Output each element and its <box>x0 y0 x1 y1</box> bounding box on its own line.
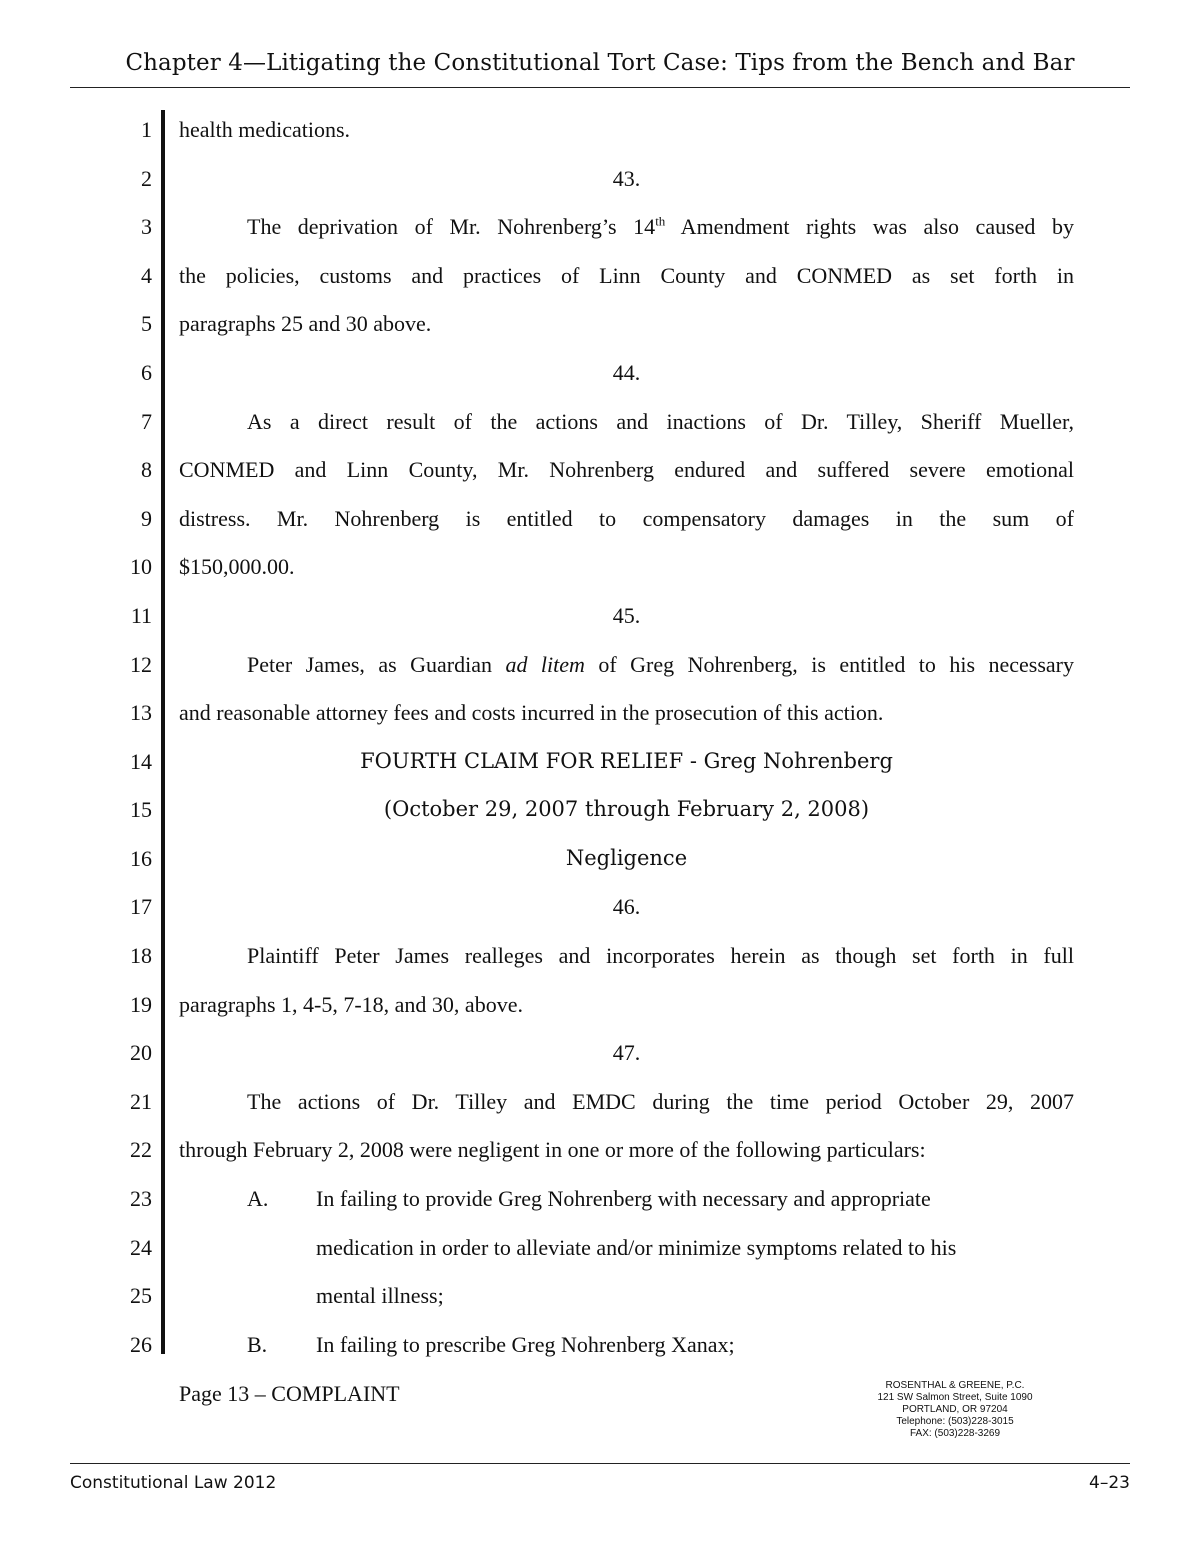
list-continuation: medication in order to alleviate and/or minimize symptoms related to his <box>316 1235 957 1260</box>
line-number: 12 <box>130 652 152 677</box>
page-number-footer: 4–23 <box>1089 1473 1130 1493</box>
claim-heading: FOURTH CLAIM FOR RELIEF - Greg Nohrenberg <box>360 749 893 773</box>
line-number: 22 <box>130 1137 152 1162</box>
line-number: 1 <box>141 117 152 142</box>
body-text: Amendment rights was also caused by <box>665 214 1074 239</box>
line-margin-rule <box>161 110 165 1354</box>
line-number: 7 <box>141 409 152 434</box>
line-number: 8 <box>141 457 152 482</box>
claim-type: Negligence <box>565 846 688 870</box>
body-line: and reasonable attorney fees and costs incurred in the prosecution of this action. <box>179 700 884 725</box>
book-title-footer: Constitutional Law 2012 <box>70 1473 277 1493</box>
pleading-page-label: Page 13 – COMPLAINT <box>179 1381 400 1406</box>
firm-address: 121 SW Salmon Street, Suite 1090 <box>877 1392 1033 1403</box>
line-number: 21 <box>130 1089 152 1114</box>
line-number: 13 <box>130 700 152 725</box>
list-letter: A. <box>247 1186 269 1211</box>
line-number: 9 <box>141 506 152 531</box>
body-line: Plaintiff Peter James realleges and incorporates herein as though set forth in full <box>247 943 1074 968</box>
body-text: of Greg Nohrenberg, is entitled to his necessary <box>584 652 1074 677</box>
line-number: 10 <box>130 554 152 579</box>
claim-period: (October 29, 2007 through February 2, 2008) <box>383 797 870 821</box>
paragraph-number: 43. <box>612 166 641 191</box>
body-line: CONMED and Linn County, Mr. Nohrenberg endured and suffered severe emotional <box>179 457 1074 482</box>
list-letter: B. <box>247 1332 268 1357</box>
body-text: Peter James, as Guardian <box>247 652 506 677</box>
paragraph-number: 45. <box>612 603 641 628</box>
line-number: 17 <box>130 894 152 919</box>
italic-term: ad litem <box>505 652 585 677</box>
firm-name: ROSENTHAL & GREENE, P.C. <box>885 1380 1025 1391</box>
line-number: 11 <box>130 603 152 628</box>
line-number: 16 <box>130 846 152 871</box>
line-number: 3 <box>141 214 152 239</box>
line-number: 24 <box>130 1235 152 1260</box>
body-text: The deprivation of Mr. Nohrenberg’s 14 <box>247 214 656 239</box>
line-number: 23 <box>130 1186 152 1211</box>
running-head: Chapter 4—Litigating the Constitutional Tort Case: Tips from the Bench and Bar <box>125 50 1075 76</box>
header-rule <box>70 87 1130 88</box>
body-line: through February 2, 2008 were negligent in one or more of the following particulars: <box>179 1137 926 1162</box>
line-number: 18 <box>130 943 152 968</box>
paragraph-number: 44. <box>612 360 641 385</box>
line-number: 14 <box>130 749 152 774</box>
paragraph-number: 47. <box>612 1040 641 1065</box>
list-continuation: mental illness; <box>316 1283 444 1308</box>
body-line: the policies, customs and practices of Linn County and CONMED as set forth in <box>179 263 1074 288</box>
line-number: 4 <box>141 263 152 288</box>
body-line: distress. Mr. Nohrenberg is entitled to compensatory damages in the sum of <box>179 506 1074 531</box>
superscript: th <box>655 213 666 229</box>
list-text: In failing to provide Greg Nohrenberg with necessary and appropriate <box>316 1186 931 1211</box>
body-line: $150,000.00. <box>179 554 295 579</box>
line-number: 19 <box>130 992 152 1017</box>
line-number: 6 <box>141 360 152 385</box>
firm-city: PORTLAND, OR 97204 <box>902 1404 1008 1415</box>
body-line: As a direct result of the actions and inactions of Dr. Tilley, Sheriff Mueller, <box>247 409 1074 434</box>
line-number: 20 <box>130 1040 152 1065</box>
firm-fax: FAX: (503)228-3269 <box>909 1428 1001 1439</box>
body-line: paragraphs 1, 4-5, 7-18, and 30, above. <box>179 992 523 1017</box>
line-number: 26 <box>130 1332 152 1357</box>
line-number: 2 <box>141 166 152 191</box>
body-line: The actions of Dr. Tilley and EMDC during the time period October 29, 2007 <box>247 1089 1074 1114</box>
firm-phone: Telephone: (503)228-3015 <box>896 1416 1014 1427</box>
line-number: 25 <box>130 1283 152 1308</box>
firm-block <box>860 1380 1050 1440</box>
line-number: 5 <box>141 311 152 336</box>
body-line: health medications. <box>179 117 351 142</box>
body-line: paragraphs 25 and 30 above. <box>179 311 432 336</box>
line-number: 15 <box>130 797 152 822</box>
paragraph-number: 46. <box>612 894 641 919</box>
footer-rule <box>70 1463 1130 1464</box>
list-text: In failing to prescribe Greg Nohrenberg Xanax; <box>316 1332 735 1357</box>
body-line <box>179 652 1074 678</box>
body-line <box>179 214 1074 240</box>
